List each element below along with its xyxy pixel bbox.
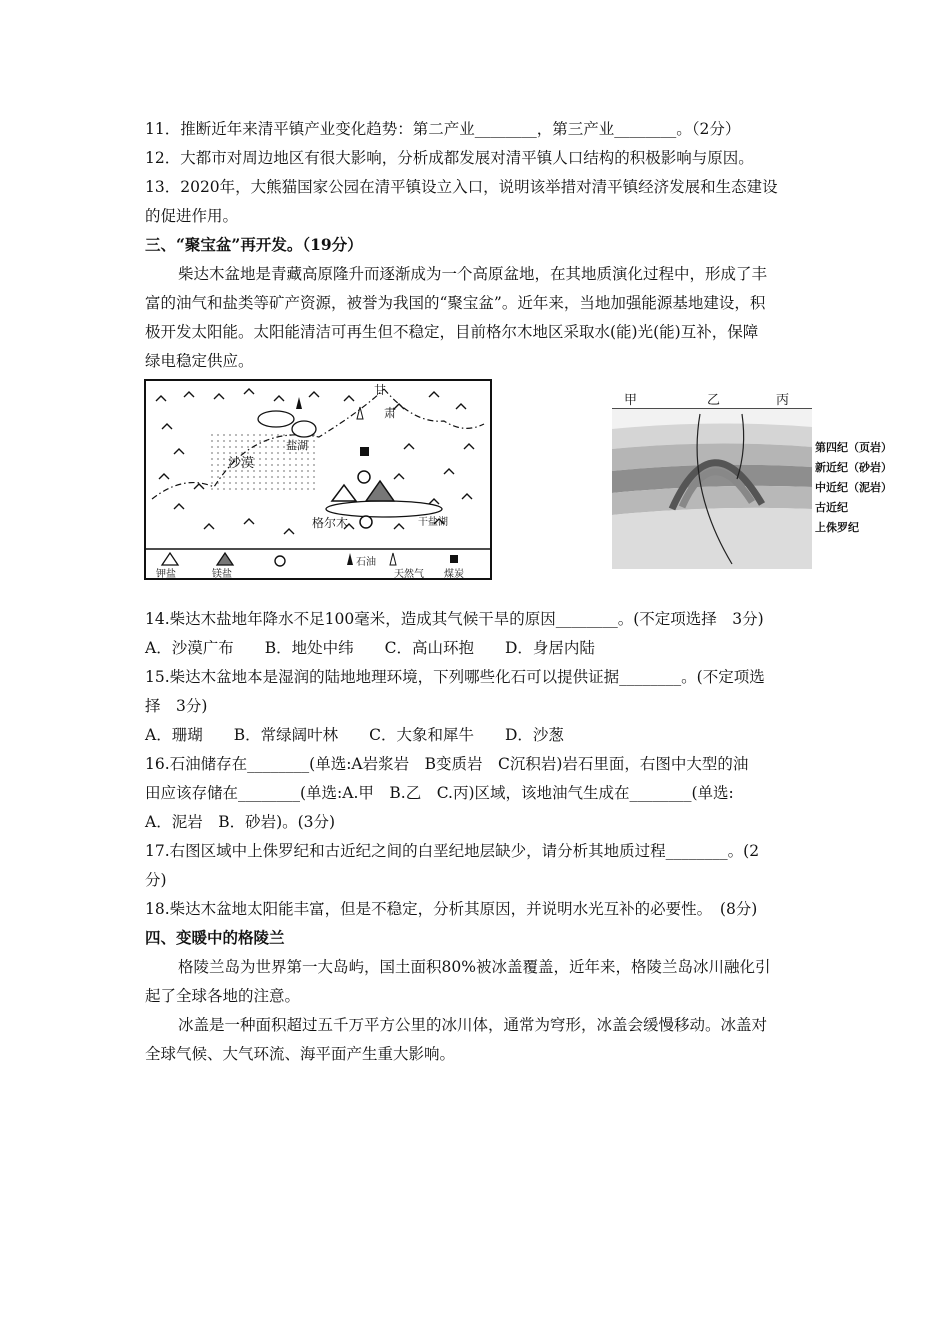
section4-heading: 四、变暖中的格陵兰 [145, 928, 285, 947]
section3-para-line4: 绿电稳定供应。 [145, 352, 254, 370]
q16-line1: 16.石油储存在________(单选:A岩浆岩 B变质岩 C沉积岩)岩石里面，右图中大型的油 [145, 755, 749, 773]
q13-line2: 的促进作用。 [145, 207, 239, 225]
legend-magnesium: 镁盐 [212, 569, 232, 580]
q15-line1: 15.柴达木盆地本是湿润的陆地地理环境，下列哪些化石可以提供证据________。(不定项选 [145, 668, 765, 686]
q15-line2: 择 3分) [145, 697, 208, 715]
label-yanhu: 盐湖 [286, 439, 308, 452]
salt-mine-icon [358, 471, 370, 483]
qaidam-map [144, 379, 492, 580]
q16-line3: A．泥岩 B．砂岩)。(3分) [145, 813, 336, 831]
dry-salt-lake [326, 501, 442, 517]
legend-gas: 天然气 [394, 569, 424, 580]
legend-coal: 煤炭 [444, 569, 464, 580]
label-yi: 乙 [707, 393, 721, 408]
q13-line1: 13．2020年，大熊猫国家公园在清平镇设立入口，说明该举措对清平镇经济发展和生态建设 [145, 178, 778, 196]
geermu-city-icon [360, 516, 372, 528]
salt-lake-2 [292, 421, 316, 437]
layer-neogene: 新近纪（砂岩） [815, 461, 892, 474]
geologic-section [612, 389, 912, 569]
salt-lake-1 [258, 411, 294, 427]
legend-oil: 石油 [356, 557, 376, 568]
q14-options: A．沙漠广布 B．地处中纬 C．高山环抱 D．身居内陆 [145, 639, 595, 657]
layer-quaternary: 第四纪（页岩） [815, 441, 892, 454]
q17-line2: 分) [145, 871, 167, 889]
q12: 12．大都市对周边地区有很大影响，分析成都发展对清平镇人口结构的积极影响与原因。 [145, 149, 754, 167]
section3-para-line1: 柴达木盆地是青藏高原隆升而逐渐成为一个高原盆地，在其地质演化过程中，形成了丰 [178, 265, 768, 283]
section3-para-line2: 富的油气和盐类等矿产资源，被誉为我国的“聚宝盆”。近年来，当地加强能源基地建设，积 [145, 294, 766, 312]
section4-para1-line2: 起了全球各地的注意。 [145, 987, 301, 1005]
q11: 11．推断近年来清平镇产业变化趋势：第二产业________，第三产业________。（2分） [145, 120, 741, 138]
layer-middle: 中近纪（泥岩） [815, 481, 892, 494]
q16-line2: 田应该存储在________(单选:A.甲 B.乙 C.丙)区域，该地油气生成在________(单选: [145, 784, 734, 802]
legend-coal-icon [450, 555, 458, 563]
label-bing: 丙 [776, 393, 790, 408]
coal-icon [360, 447, 369, 456]
q18: 18.柴达木盆地太阳能丰富，但是不稳定，分析其原因，并说明水光互补的必要性。 (8分) [145, 900, 758, 918]
q15-options: A．珊瑚 B．常绿阔叶林 C．大象和犀牛 D．沙葱 [145, 726, 564, 744]
label-shamo: 沙漠 [228, 456, 255, 471]
section4-para2-line2: 全球气候、大气环流、海平面产生重大影响。 [145, 1045, 456, 1063]
strata [612, 409, 812, 569]
layer-upper-jurassic: 上侏罗纪 [815, 521, 859, 534]
q14: 14.柴达木盐地年降水不足100毫米，造成其气候干旱的原因________。(不定项选择 3分) [145, 610, 764, 628]
q17-line1: 17.右图区域中上侏罗纪和古近纪之间的白垩纪地层缺少，请分析其地质过程________。(2 [145, 842, 760, 860]
label-jia: 甲 [624, 393, 638, 408]
label-geermu: 格尔木 [312, 516, 349, 530]
section4-para1-line1: 格陵兰岛为世界第一大岛屿，国土面积80%被冰盖覆盖，近年来，格陵兰岛冰川融化引 [178, 958, 771, 976]
legend-salt-mine-icon [275, 556, 285, 566]
section3-para-line3: 极开发太阳能。太阳能清洁可再生但不稳定，目前格尔木地区采取水(能)光(能)互补，保障 [145, 323, 759, 341]
label-ganyanhu: 干盐湖 [418, 517, 448, 528]
section3-heading: 三、“聚宝盆”再开发。（19分） [145, 235, 363, 254]
legend-potassium: 钾盐 [156, 569, 176, 580]
layer-paleogene: 古近纪 [815, 501, 848, 514]
section4-para2-line1: 冰盖是一种面积超过五千万平方公里的冰川体，通常为穹形，冰盖会缓慢移动。冰盖对 [178, 1016, 768, 1034]
label-gan: 甘 [374, 383, 387, 397]
label-su: 肃 [384, 406, 397, 420]
